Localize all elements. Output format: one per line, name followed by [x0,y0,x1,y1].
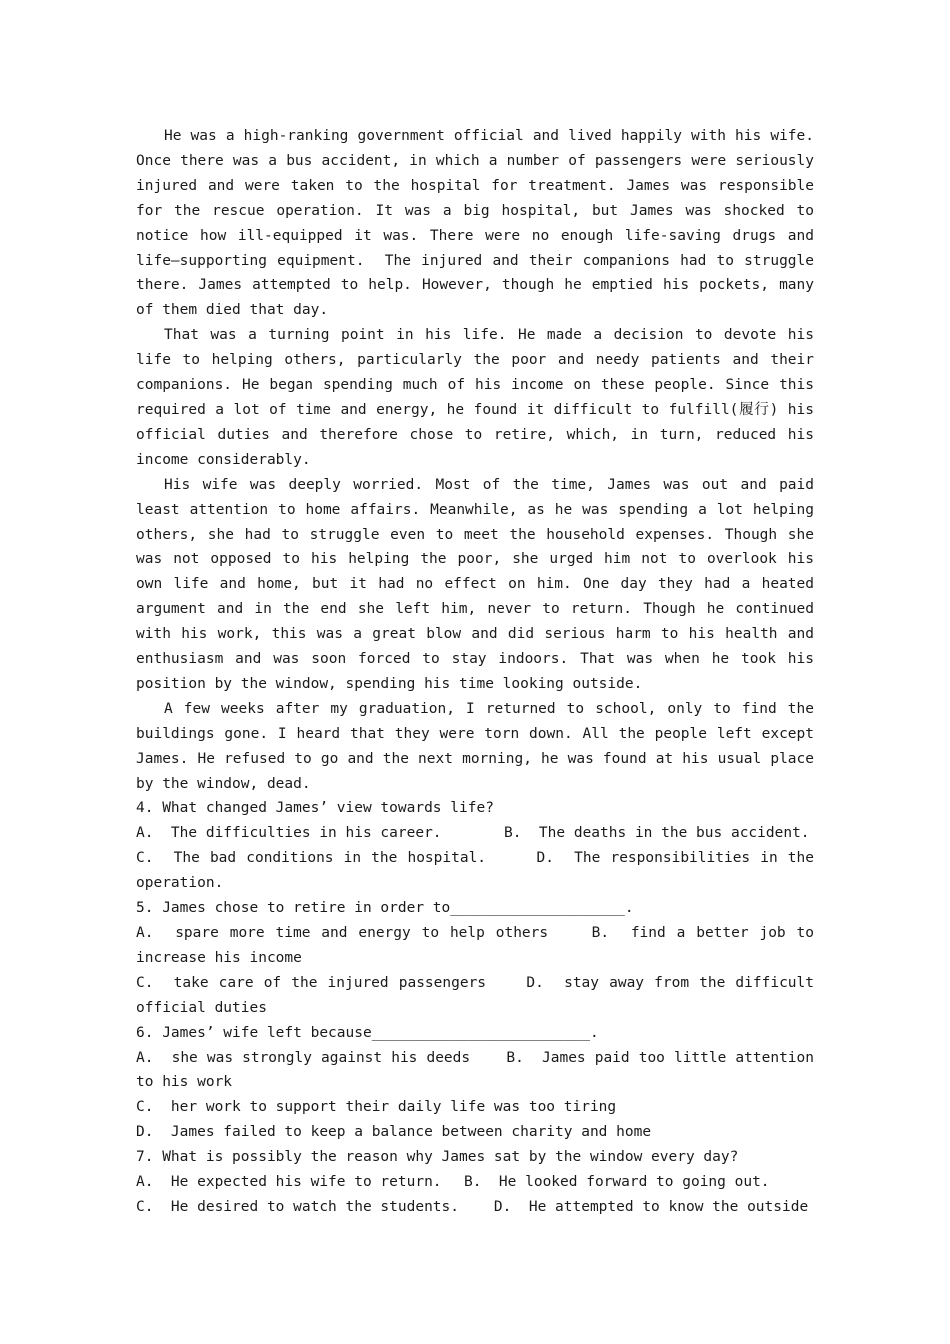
question-4-options-ab [136,821,814,846]
question-6-option-c: C. her work to support their daily life was too tiring [136,1099,617,1116]
question-6-options-ab: A. she was strongly against his deeds B. James paid too little attention to his work [136,1049,823,1091]
question-6 [136,1021,823,1146]
passage-paragraph-2: That was a turning point in his life. He made a decision to devote his life to helping others, particularly the poor and needy patients and their companions. He began spending much of his income on these people. Since this required a lot of time and energy, he found it difficult to fulfill(履行) his official duties and therefore chose to retire, which, in turn, reduced his income considerably. [136,327,823,468]
question-7-options-cd: C. He desired to watch the students. D. He attempted to know the outside [136,1198,809,1215]
question-4-option-a: A. The difficulties in his career. [136,825,442,842]
passage-paragraph-3: His wife was deeply worried. Most of the time, James was out and paid least attention to home affairs. Meanwhile, as he was spending a lot helping others, she had to struggle even to meet the household expenses. Though she was not opposed to his helping the poor, she urged him not to overlook his own life and home, but it had no effect on him. One day they had a heated argument and in the end she left him, never to return. Though he continued with his work, this was a great blow and did serious harm to his health and enthusiasm and was soon forced to stay indoors. That was when he took his position by the window, spending his time looking outside. [136,476,823,692]
question-6-stem: 6. James’ wife left because_________________________. [136,1024,599,1041]
document-page [136,124,823,1220]
question-5 [136,896,823,1021]
question-7-option-a: A. He expected his wife to return. [136,1174,442,1191]
question-5-stem: 5. James chose to retire in order to____________________. [136,900,634,917]
question-7 [136,1145,814,1220]
question-7-options-ab [136,1170,814,1195]
question-6-option-d: D. James failed to keep a balance between charity and home [136,1124,652,1141]
question-5-options-ab: A. spare more time and energy to help others B. find a better job to increase his income [136,925,823,966]
question-7-option-b: B. He looked forward to going out. [464,1174,770,1191]
passage-paragraph-1: He was a high-ranking government official and lived happily with his wife. Once there was a bus accident, in which a number of passengers were seriously injured and were taken to the hospital for treatment. James was responsible for the rescue operation. It was a big hospital, but James was shocked to notice how ill-equipped it was. There were no enough life-saving drugs and life—supporting equipment. The injured and their companions had to struggle there. James attempted to help. However, though he emptied his pockets, many of them died that day. [136,128,823,319]
question-4-stem: 4. What changed James’ view towards life? [136,800,494,817]
question-4-option-b: B. The deaths in the bus accident. [504,825,810,842]
question-7-stem: 7. What is possibly the reason why James sat by the window every day? [136,1149,739,1166]
question-5-options-cd: C. take care of the injured passengers D. stay away from the difficult official duties [136,974,823,1016]
question-4 [136,796,823,896]
passage-paragraph-4: A few weeks after my graduation, I returned to school, only to find the buildings gone. I heard that they were torn down. All the people left except James. He refused to go and the next morning, he was found at his usual place by the window, dead. [136,700,823,792]
question-4-options-cd: C. The bad conditions in the hospital. D. The responsibilities in the operation. [136,850,823,892]
